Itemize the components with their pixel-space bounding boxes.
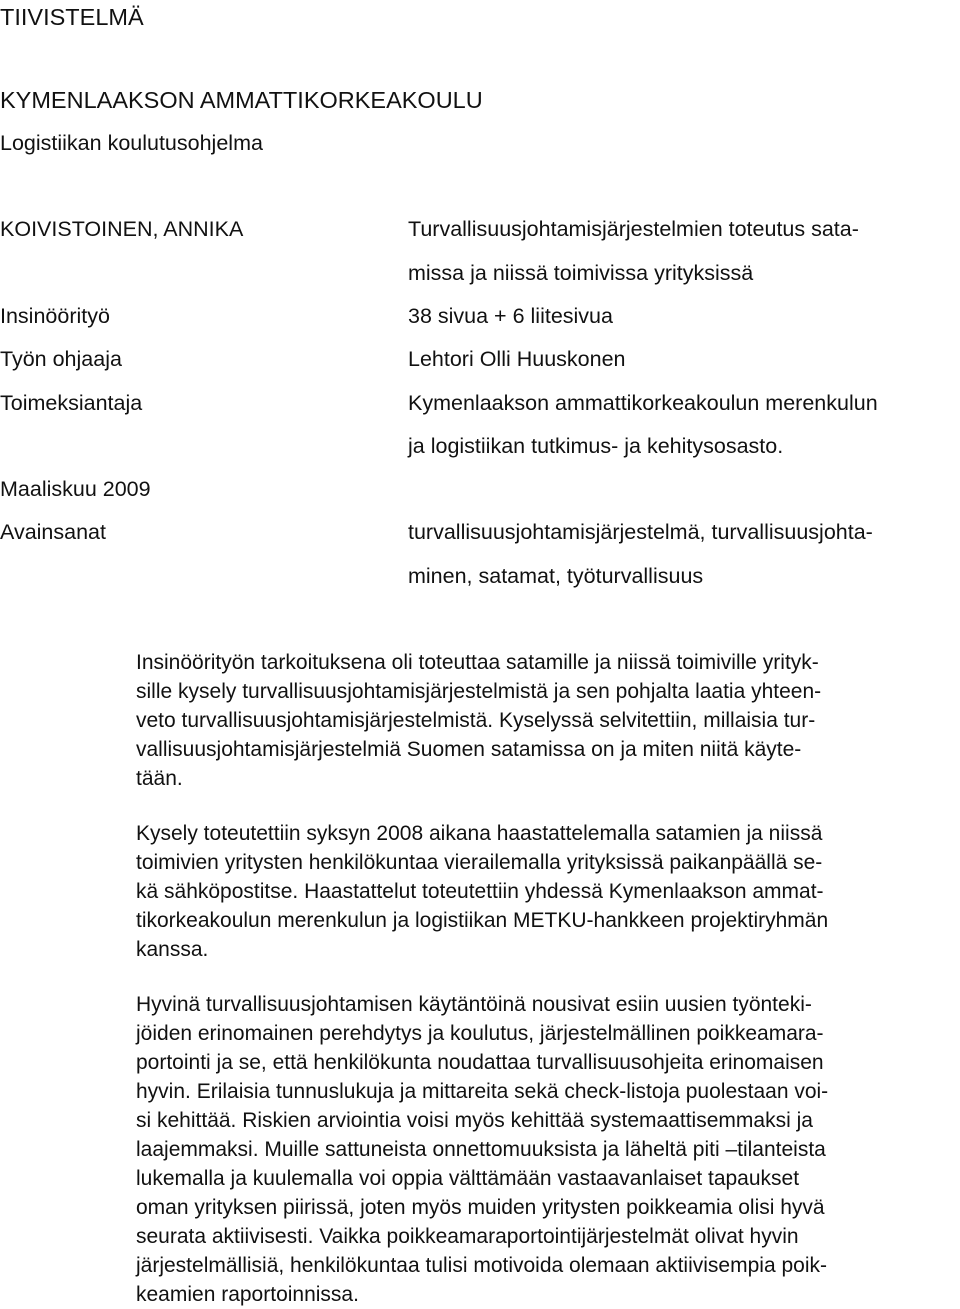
paragraph-line: lukemalla ja kuulemalla voi oppia välttämään vastaavanlaiset tapaukset <box>136 1167 800 1190</box>
document-heading: TIIVISTELMÄ <box>0 4 144 30</box>
thesis-title-line-1: Turvallisuusjohtamisjärjestelmien toteutus sata- <box>408 217 859 241</box>
commissioner-line-2: ja logistiikan tutkimus- ja kehitysosasto. <box>408 434 784 458</box>
date-label: Maaliskuu 2009 <box>0 477 151 501</box>
page-count: 38 sivua + 6 liitesivua <box>408 304 613 328</box>
paragraph-line: sille kysely turvallisuusjohtamisjärjestelmistä ja sen pohjalta laatia yhteen- <box>136 680 822 703</box>
keywords-line-1: turvallisuusjohtamisjärjestelmä, turvallisuusjohta- <box>408 520 873 544</box>
commissioner-line-1: Kymenlaakson ammattikorkeakoulun merenkulun <box>408 391 878 415</box>
abstract-paragraph-2 <box>136 819 828 964</box>
abstract-paragraph-3 <box>136 990 828 1309</box>
paragraph-line: si kehittää. Riskien arviointia voisi myös kehittää systemaattisemmaksi ja <box>136 1109 813 1132</box>
program-name: Logistiikan koulutusohjelma <box>0 131 263 155</box>
paragraph-line: järjestelmällisiä, henkilökuntaa tulisi motivoida olemaan aktiivisempia poik- <box>136 1254 827 1277</box>
paragraph-line: hyvin. Erilaisia tunnuslukuja ja mittareita sekä check-listoja puolestaan voi- <box>136 1080 829 1103</box>
keywords-line-2: minen, satamat, työturvallisuus <box>408 564 704 588</box>
paragraph-line: jöiden erinomainen perehdytys ja koulutus, järjestelmällinen poikkeamara- <box>136 1022 824 1045</box>
paragraph-line: Hyvinä turvallisuusjohtamisen käytäntöinä nousivat esiin uusien työnteki- <box>136 993 812 1016</box>
thesis-title-line-2: missa ja niissä toimivissa yrityksissä <box>408 261 754 285</box>
paragraph-line: Kysely toteutettiin syksyn 2008 aikana haastattelemalla satamien ja niissä <box>136 822 823 845</box>
keywords-label: Avainsanat <box>0 520 106 544</box>
commissioner-label: Toimeksiantaja <box>0 391 143 415</box>
abstract-paragraph-1 <box>136 648 821 793</box>
thesis-type-label: Insinöörityö <box>0 304 110 328</box>
paragraph-line: seurata aktiivisesti. Vaikka poikkeamaraportointijärjestelmät olivat hyvin <box>136 1225 799 1248</box>
paragraph-line: kä sähköpostitse. Haastattelut toteutettiin yhdessä Kymenlaakson ammat- <box>136 880 824 903</box>
paragraph-line: kanssa. <box>136 938 209 961</box>
paragraph-line: tikorkeakoulun merenkulun ja logistiikan METKU-hankkeen projektiryhmän <box>136 909 829 932</box>
paragraph-line: laajemmaksi. Muille sattuneista onnettomuuksista ja läheltä piti –tilanteista <box>136 1138 826 1161</box>
paragraph-line: vallisuusjohtamisjärjestelmiä Suomen satamissa on ja miten niitä käyte- <box>136 738 802 761</box>
paragraph-line: oman yrityksen piirissä, joten myös muiden yritysten poikkeamia olisi hyvä <box>136 1196 825 1219</box>
paragraph-line: Insinöörityön tarkoituksena oli toteuttaa satamille ja niissä toimiville yrityk- <box>136 651 819 674</box>
paragraph-line: veto turvallisuusjohtamisjärjestelmistä. Kyselyssä selvitettiin, millaisia tur- <box>136 709 816 732</box>
paragraph-line: toimivien yritysten henkilökuntaa vierailemalla yrityksissä paikanpäällä se- <box>136 851 823 874</box>
paragraph-line: portointi ja se, että henkilökunta noudattaa turvallisuusohjeita erinomaisen <box>136 1051 824 1074</box>
paragraph-line: tään. <box>136 767 183 790</box>
institution-name: KYMENLAAKSON AMMATTIKORKEAKOULU <box>0 87 483 113</box>
paragraph-line: keamien raportoinnissa. <box>136 1283 359 1306</box>
supervisor-label: Työn ohjaaja <box>0 347 122 371</box>
supervisor-name: Lehtori Olli Huuskonen <box>408 347 626 371</box>
author-name: KOIVISTOINEN, ANNIKA <box>0 217 244 241</box>
